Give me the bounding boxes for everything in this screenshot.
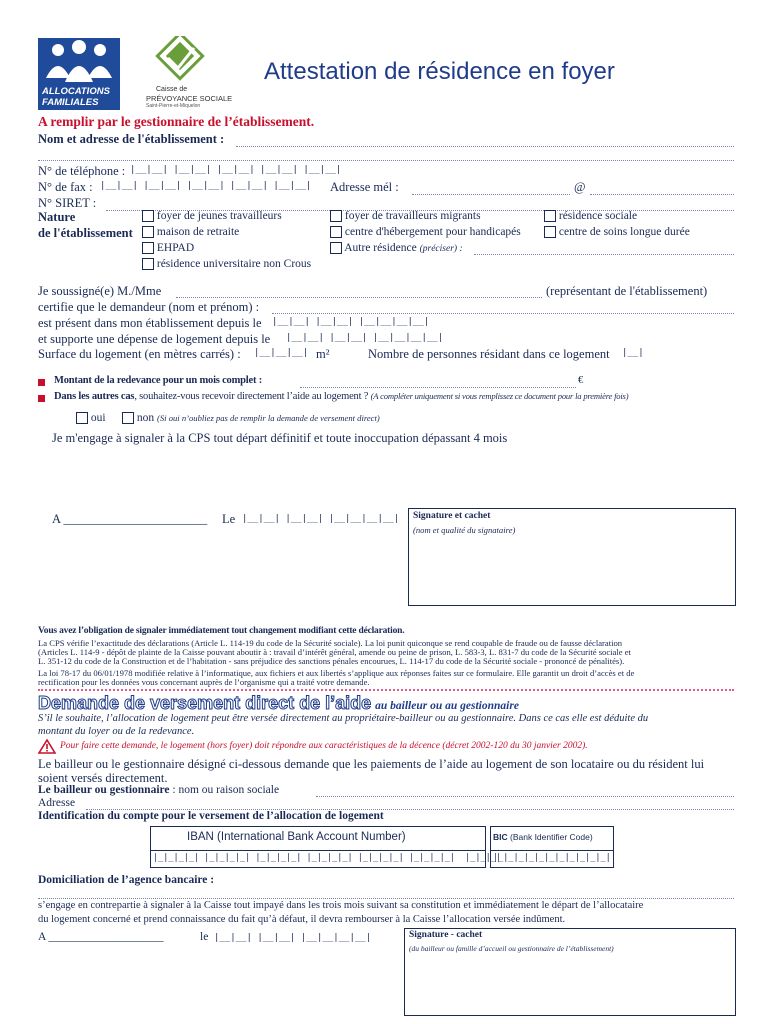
signature-box[interactable] (408, 508, 736, 606)
caf-logo-text-2: FAMILIALES (42, 97, 99, 108)
date-cells[interactable]: |__|__| |__|__| |__|__|__|__| (242, 514, 400, 524)
bic-cells-row[interactable] (490, 850, 614, 868)
option-foyer-jeunes[interactable]: foyer de jeunes travailleurs (142, 210, 282, 222)
cps-logo (146, 36, 233, 112)
bic-header-box (490, 826, 614, 851)
bailleur-label: Le bailleur ou gestionnaire : nom ou raison sociale (38, 784, 280, 796)
page-title: Attestation de résidence en foyer (264, 58, 615, 85)
intro-line-2: montant du loyer ou de la redevance. (38, 726, 195, 737)
caf-family-icon (38, 38, 120, 88)
iban-cells[interactable]: |_|_|_|_| |_|_|_|_| |_|_|_|_| |_|_|_|_| |_|_|_|_| |_|_|_|_| |_|_|_| (153, 853, 501, 863)
undersigned-field[interactable] (176, 297, 542, 298)
caf-logo (38, 38, 120, 110)
checkbox[interactable] (142, 210, 154, 222)
representative-label: (représentant de l'établissement) (546, 284, 708, 298)
email-label: Adresse mél : (330, 180, 399, 194)
fax-label: N° de fax : (38, 180, 93, 194)
cps-logo-text-3: Saint-Pierre-et-Miquelon (146, 103, 201, 109)
option-travailleurs-migrants[interactable]: foyer de travailleurs migrants (330, 210, 481, 222)
iban-header-box (150, 826, 486, 851)
option-autre-residence[interactable]: Autre résidence (préciser) : (330, 242, 463, 254)
date-label: Le (222, 512, 236, 526)
supports-since-date[interactable]: |__|__| |__|__| |__|__|__|__| (286, 333, 444, 343)
supports-since-label: et supporte une dépense de logement depuis le (38, 332, 271, 346)
iban-label: IBAN (International Bank Account Number) (187, 831, 406, 843)
fax-cells[interactable]: |__|__| |__|__| |__|__| |__|__| |__|__| (100, 181, 312, 191)
warning-icon (38, 739, 56, 759)
iban-cells-row[interactable] (150, 850, 501, 868)
identification-label: Identification du compte pour le versement de l’allocation de logement (38, 810, 384, 822)
name-address-label: Nom et adresse de l'établissement : (38, 132, 225, 146)
non-checkbox[interactable] (122, 412, 134, 424)
request-line-1: Le bailleur ou le gestionnaire désigné ci-dessous demande que les paiements de l’aide au logement de son locataire ou du résident lui (38, 757, 705, 771)
fee-unit: € (578, 375, 584, 386)
oui-option[interactable]: oui (76, 412, 106, 424)
engage-line-1: s’engage en contrepartie à signaler à la Caisse tout impayé dans les trois mois suivant sa constitution et immédiatement le départ de l’allocataire (38, 900, 644, 911)
email-user-field[interactable] (412, 194, 570, 195)
date-cells-2[interactable]: |__|__| |__|__| |__|__|__|__| (214, 933, 372, 943)
phone-cells[interactable]: |__|__| |__|__| |__|__| |__|__| |__|__| (130, 165, 342, 175)
bullet-square-2 (38, 395, 45, 402)
checkbox[interactable] (544, 210, 556, 222)
certifies-label: certifie que le demandeur (nom et prénom) : (38, 300, 260, 314)
place-field-2[interactable]: A ____________________ (38, 931, 164, 943)
option-soins-longue-duree[interactable]: centre de soins longue durée (544, 226, 690, 238)
separator-line (38, 689, 734, 691)
checkbox[interactable] (330, 226, 342, 238)
bic-label: BIC (Bank Identifier Code) (493, 832, 593, 842)
direct-payment-title: Demande de versement direct de l’aide au bailleur ou au gestionnaire (38, 693, 519, 713)
engage-text: Je m'engage à signaler à la CPS tout départ définitif et toute inoccupation dépassant 4 mois (52, 431, 508, 445)
signature-title: Signature et cachet (413, 511, 491, 521)
obligation-text: Vous avez l’obligation de signaler immédiatement tout changement modifiant cette déclaration. (38, 626, 405, 636)
legal-p2-l1: La loi 78-17 du 06/01/1978 modifiée relative à l’informatique, aux fichiers et aux libertés s’applique aux réponses faites sur ce formulaire. Elle garantit un droit d’accès et de (38, 668, 635, 678)
nature-label-2: de l'établissement (38, 226, 133, 240)
option-residence-sociale[interactable]: résidence sociale (544, 210, 637, 222)
checkbox[interactable] (142, 226, 154, 238)
non-option[interactable]: non (Si oui n’oubliez pas de remplir la demande de versement direct) (122, 412, 380, 424)
bullet-square (38, 379, 45, 386)
signature-title-2: Signature - cachet (409, 930, 483, 940)
cps-emblem-icon (152, 36, 212, 84)
persons-label: Nombre de personnes résidant dans ce logement (368, 347, 610, 361)
surface-label: Surface du logement (en mètres carrés) : (38, 347, 241, 361)
checkbox[interactable] (142, 258, 154, 270)
surface-cells[interactable]: |__|__|__| (254, 348, 309, 358)
fee-field[interactable] (300, 387, 576, 388)
adresse-label: Adresse (38, 797, 76, 809)
option-ehpad[interactable]: EHPAD (142, 242, 194, 254)
place-field[interactable]: A _______________________ (52, 512, 208, 526)
request-line-2: soient versés directement. (38, 771, 168, 785)
option-residence-universitaire[interactable]: résidence universitaire non Crous (142, 258, 311, 270)
applicant-name-field[interactable] (272, 313, 734, 314)
option-maison-retraite[interactable]: maison de retraite (142, 226, 239, 238)
siret-label: N° SIRET : (38, 196, 97, 210)
other-cases-text: Dans les autres cas, souhaitez-vous recevoir directement l’aide au logement ? (A compléter uniquement si vous remplissez ce document pour la première fois) (54, 391, 629, 402)
legal-p1-l2: (Articles L. 114-9 - dépôt de plainte de la Caisse pouvant aboutir à : travail d’intérêt général, amende ou peine de prison, L. 583-3, L. 831-7 du code de la Sécurité sociale et (38, 647, 631, 657)
surface-unit: m² (316, 347, 330, 361)
bic-cells[interactable]: |_|_|_|_|_|_|_|_|_|_|_| (493, 853, 611, 863)
domiciliation-label: Domiciliation de l’agence bancaire : (38, 874, 215, 886)
oui-checkbox[interactable] (76, 412, 88, 424)
present-since-label: est présent dans mon établissement depuis le (38, 316, 262, 330)
cps-logo-text-2: PRÉVOYANCE SOCIALE (146, 94, 233, 103)
checkbox[interactable] (544, 226, 556, 238)
name-address-field[interactable] (236, 146, 734, 147)
checkbox[interactable] (330, 210, 342, 222)
date-label-2: le (200, 931, 209, 943)
legal-p1-l3: L. 351-12 du code de la Construction et de l’habitation - sans préjudice des sanctions pénales encourues, L. 114-17 du code de la Sécurité sociale - prononcé de pénalités). (38, 656, 625, 666)
email-at: @ (574, 180, 586, 194)
name-address-field-2[interactable] (38, 160, 734, 161)
bailleur-name-field[interactable] (316, 796, 734, 797)
domiciliation-field[interactable] (38, 898, 734, 899)
intro-line-1: S’il le souhaite, l’allocation de logement peut être versée directement au propriétaire-bailleur ou au gestionnaire. Dans ce cas elle est déduite du (38, 713, 649, 724)
present-since-date[interactable]: |__|__| |__|__| |__|__|__|__| (272, 317, 430, 327)
legal-p2-l2: rectification pour les données vous concernant auprès de l’organisme qui a traité votre demande. (38, 677, 370, 687)
caf-logo-text-1: ALLOCATIONS (42, 86, 110, 97)
undersigned-label: Je soussigné(e) M./Mme (38, 284, 162, 298)
engage-line-2: du logement concerné et prend connaissance du fait qu’à défaut, il devra rembourser à la Caisse l’allocation versée indûment. (38, 914, 566, 925)
autre-residence-field[interactable] (474, 254, 734, 255)
decency-warning: Pour faire cette demande, le logement (hors foyer) doit répondre aux caractéristiques de la décence (décret 2002-120 du 30 janvier 2002). (60, 741, 588, 751)
cps-logo-text-1: Caisse de (156, 86, 188, 93)
checkbox[interactable] (142, 242, 154, 254)
email-domain-field[interactable] (590, 194, 734, 195)
checkbox[interactable] (330, 242, 342, 254)
persons-cells[interactable]: |__| (622, 348, 644, 358)
signature-subtitle-2: (du bailleur ou famille d’accueil ou gestionnaire de l’établissement) (409, 944, 614, 953)
option-centre-handicapes[interactable]: centre d'hébergement pour handicapés (330, 226, 521, 238)
legal-p1-l1: La CPS vérifie l’exactitude des déclarations (Article L. 114-19 du code de la Sécurité sociale). La loi punit quiconque se rend coupable de fraude ou de fausse déclaration (38, 638, 623, 648)
signature-subtitle: (nom et qualité du signataire) (413, 525, 516, 535)
nature-label: Nature (38, 210, 76, 224)
fee-label: Montant de la redevance pour un mois complet : (54, 375, 262, 386)
section-heading: A remplir par le gestionnaire de l’établissement. (38, 114, 315, 129)
phone-label: N° de téléphone : (38, 164, 126, 178)
signature-box-2[interactable] (404, 928, 736, 1016)
